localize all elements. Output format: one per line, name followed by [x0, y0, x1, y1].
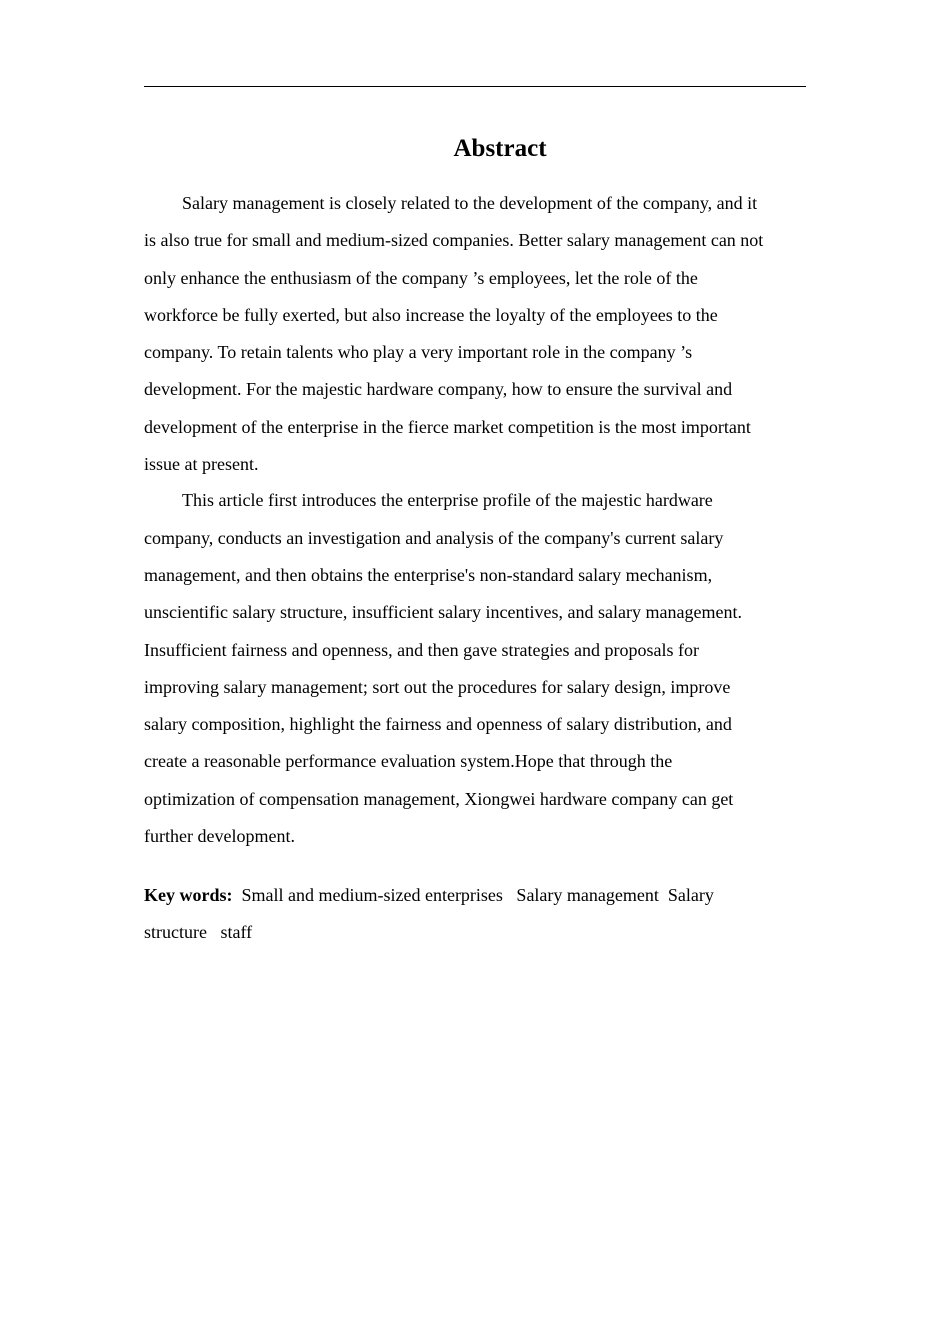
- keywords-text: Small and medium-sized enterprises Salary management Salary: [232, 885, 714, 905]
- text-line: workforce be fully exerted, but also increase the loyalty of the employees to the: [144, 304, 718, 325]
- text-line: development. For the majestic hardware company, how to ensure the survival and: [144, 379, 733, 400]
- text-line: only enhance the enthusiasm of the company ’s employees, let the role of the: [144, 267, 698, 288]
- abstract-paragraph-1: [144, 185, 806, 483]
- text-line: further development.: [144, 826, 295, 847]
- text-line: unscientific salary structure, insufficient salary incentives, and salary management.: [144, 602, 742, 623]
- text-line: improving salary management; sort out the procedures for salary design, improve: [144, 676, 731, 697]
- keywords-line-1: [144, 877, 806, 914]
- text-line: company, conducts an investigation and analysis of the company's current salary: [144, 527, 724, 548]
- abstract-paragraph-2: [144, 482, 806, 855]
- text-line: management, and then obtains the enterprise's non-standard salary mechanism,: [144, 564, 713, 585]
- text-line: issue at present.: [144, 454, 259, 475]
- text-line: optimization of compensation management, Xiongwei hardware company can get: [144, 788, 734, 809]
- text-line: This article first introduces the enterprise profile of the majestic hardware: [182, 490, 713, 511]
- keywords-label: Key words:: [144, 885, 233, 905]
- text-line: salary composition, highlight the fairness and openness of salary distribution, and: [144, 714, 732, 735]
- text-line: development of the enterprise in the fierce market competition is the most important: [144, 416, 751, 437]
- text-line: Salary management is closely related to the development of the company, and it: [182, 193, 758, 213]
- header-rule: [144, 86, 806, 87]
- abstract-body: [144, 185, 806, 855]
- text-line: company. To retain talents who play a very important role in the company ’s: [144, 342, 693, 363]
- keywords-line-2: structure staff: [144, 922, 253, 943]
- text-line: create a reasonable performance evaluation system.Hope that through the: [144, 751, 673, 772]
- text-line: is also true for small and medium-sized companies. Better salary management can not: [144, 230, 764, 251]
- page-title: Abstract: [453, 135, 547, 162]
- keywords-section: [144, 877, 806, 952]
- text-line: Insufficient fairness and openness, and then gave strategies and proposals for: [144, 639, 700, 660]
